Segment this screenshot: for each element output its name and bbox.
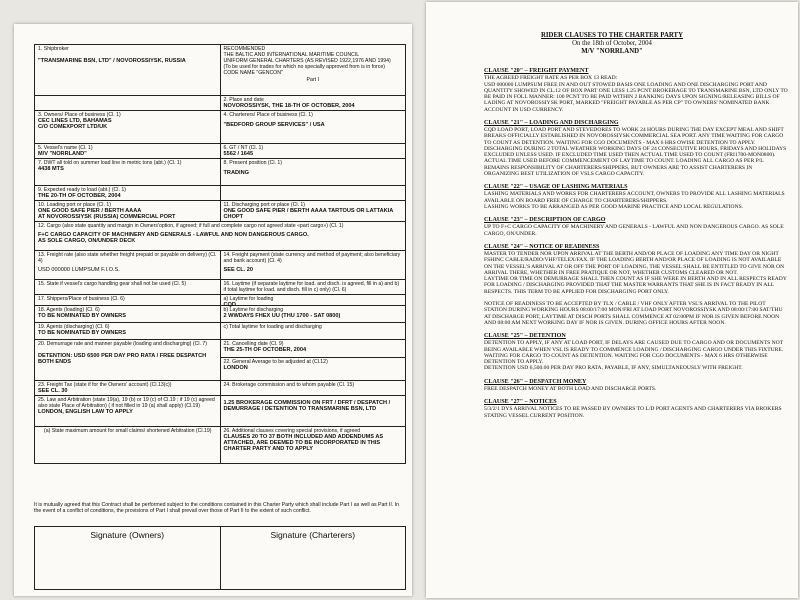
box-cargo: 12. Cargo (also state quantity and margin in Owners'option, if agreed; if full and complete cargo not agreed state «part cargo») (Cl. 1) F+C CARGO CAPACITY OF MACHINERY AND GENERALS - LAWFUL AND NON DANGEROUS CARGO. AS SOLE CARGO, ON/UNDER DECK — [38, 223, 344, 245]
box-small-claims: (a) State maximum amount for small claims/ shortened Arbitration (Cl.19) — [44, 428, 212, 434]
clause-21 — [484, 120, 788, 177]
box-laytime: 16. Laytime (if separate laytime for load. and disch. is agreed, fill in a) and b) if total laytime for load. and disch. fill in c) only) (Cl. 6) — [220, 280, 406, 294]
box-demurrage: 20. Demurrage rate and manner payable (loading and discharging) (Cl. 7) DETENTION: USD 6500 PER DAY PRO RATA / FREE DESPATCH BOTH ENDS — [38, 341, 207, 366]
signature-block — [34, 526, 406, 590]
box-agents-discharging: 19. Agents (discharging) (Cl. 6) TO BE NOMINATED BY OWNERS — [38, 324, 126, 337]
clause-heading: CLAUSE "22" – USAGE OF LASHING MATERIALS — [484, 184, 628, 190]
box-freight-rate: 13. Freight rate (also state whether freight prepaid or payable on delivery) (Cl. 4) USD 000000 LUMPSUM F.I.O.S. — [38, 252, 217, 274]
box-charterers: 4. Charterers/ Place of business (Cl. 1) "BEDFORD GROUP SERVICES" / USA — [220, 111, 406, 143]
box-place-date: 2. Place and date NOVOROSSIYSK, THE 18-TH OF OCTOBER, 2004 — [220, 96, 406, 110]
gencon-form-page — [14, 24, 412, 596]
box-spacer — [35, 96, 220, 110]
box-freight-payment: 14. Freight payment (state currency and method of payment; also beneficiary and bank account) (Cl. 4) SEE CL. 20 — [220, 251, 406, 279]
box-expected-ready: 9. Expected ready to load (abt.) (Cl. 1) THE 20-TH OF OCTOBER, 2004 — [38, 187, 126, 200]
signature-charterers: Signature (Charterers) — [220, 527, 406, 589]
clause-body: CQD LOAD PORT, LOAD PORT AND STEVEDORES TO WORK 24 HOURS DURING THE DAY EXCEPT MEAL AND SHIFT BREAKS OFFICIALLY ESTABLISHED IN NOVOROSSIYSK COMMERCIAL SEA PORT. ANY TIME WAITING FOR CARGO TO COUNT AS DETENTION. WAITING FOR CGO DOCUMENTS - MAX 6 HRS OWISE DETENTION TO APPLY. DISCHARGING DURING 2 TOTAL WEATHER WORKING DAYS OF 24 CONSECUTIVE HOURS, FRIDAYS AND HOLIDAYS EXCLUDED UNLESS USED. IF EXCLUDED TIME USED THEN ACTUAL TIME USED TO COUNT (FRI1700-MON0800). ACTUAL TIME USED BEFORE COMMENCEMENT OF LAYTIME TO COUNT. LOADING ALL CARGO AS PER P/L REMAINS RESPONSIBILITY OF CHARTERERS/SHIPPERS, BUT OWNERS ARE TO ASSIST CHARTERERS IN ORGANIZING BEST UTILIZATION OF VSLS CARGO CAPACITY. — [484, 127, 787, 177]
rider-title: RIDER CLAUSES TO THE CHARTER PARTY — [541, 32, 683, 39]
box-freight-tax: 23. Freight Tax (state if for the Owners' account) (Cl.13(c)) SEE CL. 30 — [38, 382, 172, 395]
clause-24 — [484, 244, 788, 326]
clause-27 — [484, 399, 788, 419]
clause-body: UP TO F+C CARGO CAPACITY OF MACHINERY AND GENERALS - LAWFUL AND NON DANGEROUS CARGO. AS SOLE CARGO, ON/UNDER. — [484, 224, 784, 237]
clause-body: DETENTION TO APPLY, IF ANY AT LOAD PORT, IF DELAYS ARE CAUSED DUE TO CARGO AND OR DOCUMENTS NOT BEING AVAILABLE WHEN VSL IS READY TO COMMENCE LOADING / DISCHARGING CARGO UNDER THIS FIXTURE. WAITING FOR CARGO TO COUNT AS DETENTION. WAITING FOR CGO DOCUMENTS - MAX 6 HRS OTHERWISE DETENTION TO APPLY. DETENTION USD 6,500.00 PER DAY PRO RATA, PAYABLE, IF ANY, SIMULTANEOUSLY WITH FREIGHT. — [484, 340, 784, 372]
clause-body: THE AGREED FREIGHT RATE AS PER BOX 13 READ: USD 000000 LUMPSUM FREE IN AND OUT STOWED BASIS ONE LOADING AND ONE DISCHARGING PORT AND QUANTITY SHOWED IN CL.12 OF BOX PART ONE LESS 1.25 PCNT BROKERAGE TO TRANSMARINE BSN, LTD ONLY TO BE PAID IN FOLL MANNER: 100 PCNT TO BE PAID WITHIN 2 BANKING DAYS UPON SIGNING/RELEASING BILLS OF LADING AT NOVOROSSIYSK PORT, MARKED "FREIGHT PAYABLE AS PER CP" TO OWNERS' NOMINATED BANK ACCOUNT IN USD CURRENCY. — [484, 75, 788, 113]
box-dwt: 7. DWT all told on summer load line in metric tons (abt.) (Cl. 1) 4438 MTS — [38, 160, 182, 173]
box-cargo-gear: 15. State if vessel's cargo handling gear shall not be used (Cl. 5) — [38, 281, 187, 287]
clause-body: MASTER TO TENDER NOR UPON ARRIVAL AT THE BERTH AND/OR PLACE OF LOADING ANY TIME DAY OR NIGHT FSHINC CABLE/RADIO/VHF/TELEX/FAX. IF THE LOADING BERTH AND/OR PLACE OF LOADING IS NOT AVAILABLE ON THE VESSEL'S ARRIVAL AT OR OFF THE PORT OF LOADING, THE VESSEL SHALL BE ENTITLED TO GIVE NOR ON ARRIVAL THERE, WHETHER IN FREE PRATIQUE OR NOT, WHETHER CUSTOMS CLEARED OR NOT. LAYTIME OR TIME ON DEMURRAGE SHALL THEN COUNT AS IF SHE WERE IN BERTH AND IN ALL RESPECTS READY FOR LOADING / DISCHARGING PROVIDED THAT THE MASTER WARRANTS THAT SHE IS IN FACT READY IN ALL RESPECTS. THIS TERM TO BE APPLIED FOR DISCHARGING PORT ONLY. NOTICE OF READINESS TO BE ACCEPTED BY TLX / CABLE / VHF ONLY AFTER VSL'S ARRIVAL TO THE PILOT STATION DURING WORKING HOURS 08:00/17:00 MON/FRI AT LOAD PORT NOVOROSSIYSK AND 08:00/17:00 SAT/THU AT DISCHARGE PORT, LAYTIME AT DISCH PORTS SHALL COMMENCE AT 02:00PM IF NOR IS GIVEN BEFORE NOON AND 08:00 AM NEXT WORKING DAY IF NOR IS GIVEN. DURING OFFICE HOURS AFTER NOON. — [484, 251, 787, 326]
clause-heading: CLAUSE "24" – NOTICE OF READINESS — [484, 243, 600, 250]
clause-20 — [484, 68, 788, 113]
box-cancelling: 21. Cancelling date (Cl. 9) THE 25-TH OF OCTOBER, 2004 22. General Average to be adjusted at (Cl.12) LONDON — [220, 340, 406, 380]
box-shippers: 17. Shippers/Place of business (Cl. 6) — [38, 296, 125, 302]
clause-26 — [484, 379, 788, 393]
signature-owners: Signature (Owners) — [90, 530, 165, 540]
box-laytime-loading: a) Laytime for loading CQD — [220, 295, 406, 305]
box-discharging-port: 11. Discharging port or place (Cl. 1) ONE GOOD SAFE PIER / BERTH AAAA TARTOUS OR LATTAKIA CHOPT — [220, 201, 406, 221]
box-empty — [220, 186, 406, 200]
box-brokerage: 1.25 BROKERAGE COMMISSION ON FRT / DFRT / DESPATCH / DEMURRAGE / DETENTION TO TRANSMARINE BSN, LTD — [220, 396, 406, 426]
clause-list — [484, 68, 788, 426]
box-owners: 3. Owners/ Place of business (Cl. 1) CEC LINES LTD, BAHAMAS C/O COMEXPORT LTD/UK — [38, 112, 121, 131]
box-additional-clauses: 26. Additional clauses covering special provisions, if agreed CLAUSES 20 TO 37 BOTH INCLUDED AND ADDENDUMS AS ATTACHED, ARE DEEMED TO BE INCORPORATED IN THIS CHARTER PARTY AND TO APPLY — [220, 427, 406, 463]
clause-22 — [484, 184, 788, 210]
box-brokerage-label: 24. Brokerage commission and to whom payable (Cl. 15) — [220, 381, 406, 395]
clause-heading: CLAUSE "26" – DESPATCH MONEY — [484, 378, 587, 385]
clause-body: LASHING MATERIALS AND WORKS FOR CHARTERERS ACCOUNT, OWNERS TO PROVIDE ALL LASHING MATERIALS AVAILABLE ON BOARD FREE OF CHARGE TO CHARTERERS/SHIPPERS. LASHING WORKS TO BE ARRANGED AS PER GOOD MARINE PRACTICE AND LOCAL REGULATIONS. — [484, 191, 785, 210]
box-gt-nt: 6. GT / NT (Cl. 1) 5562 / 1645 — [220, 144, 406, 158]
form-footnote: It is mutually agreed that this Contract shall be performed subject to the conditions contained in this Charter Party which shall include Part I as well as Part II. In the event of a conflict of conditions, the provisions of Part I shall prevail over those of Part II to the extent of such conflict. — [34, 502, 400, 515]
box-laytime-discharging: b) Laytime for discharging 2 WWDAYS FHEX UU (THU 1700 - SAT 0800) — [220, 306, 406, 322]
box-present-position: 8. Present position (Cl. 1) TRADING — [220, 159, 406, 185]
clause-body: FREE DESPATCH MONEY AT BOTH LOAD AND DISCHARGE PORTS. — [484, 385, 657, 392]
box-loading-port: 10. Loading port or place (Cl. 1) ONE GOOD SAFE PIER / BERTH AAAA AT NOVOROSSIYSK (RUSSIA) COMMERCIAL PORT — [38, 202, 176, 221]
rider-clauses-page — [426, 2, 798, 598]
box-total-laytime: c) Total laytime for loading and discharging — [220, 323, 406, 339]
clause-heading: CLAUSE "23" – DESCRIPTION OF CARGO — [484, 217, 606, 223]
box-shipbroker: 1. Shipbroker "TRANSMARINE BSN, LTD" / NOVOROSSIYSK, RUSSIA — [38, 46, 186, 65]
clause-heading: CLAUSE "21" – LOADING AND DISCHARGING — [484, 119, 619, 126]
rider-header — [426, 32, 798, 56]
rider-date: On the 18th of October, 2004 — [572, 40, 652, 47]
form-header: RECOMMENDED THE BALTIC AND INTERNATIONAL MARITIME COUNCIL UNIFORM GENERAL CHARTERS (AS REVISED 1922,1976 AND 1994) (To be used for trades for which no specially approved from is in force) CODE NAME "GENCON" Part I — [220, 45, 406, 95]
clause-heading: CLAUSE "27" – NOTICES — [484, 399, 557, 405]
rider-vessel: M/V "NORRLAND" — [581, 48, 643, 55]
clause-25 — [484, 333, 788, 372]
clause-heading: CLAUSE "25" – DETENTION — [484, 333, 566, 339]
box-agents-loading: 18. Agents (loading) (Cl. 6) TO BE NOMINATED BY OWNERS — [38, 307, 126, 320]
gencon-form — [34, 44, 406, 464]
box-vessel-name: 5. Vessel's name (Cl. 1) M/V "NORRLAND" — [38, 145, 93, 158]
clause-23 — [484, 217, 788, 237]
box-law-arbitration: 25. Law and Arbitration (state 19(a), 19 (b) or 19 (c) of Cl.19 ; if 19 (c) agreed also state Place of Arbitration) ( if not filled in 19 (a) shall apply) (Cl.19) LONDON, ENGLISH LAW TO APPLY — [38, 397, 215, 416]
clause-body: 5/3/2/1 DYS ARRIVAL NOTICES TO BE PASSED BY OWNERS TO L/D PORT AGENTS AND CHARTERERS VIA BROKERS STATING VESSEL CURRENT POSITION. — [484, 406, 782, 419]
clause-heading: CLAUSE "20" – FREIGHT PAYMENT — [484, 68, 589, 74]
